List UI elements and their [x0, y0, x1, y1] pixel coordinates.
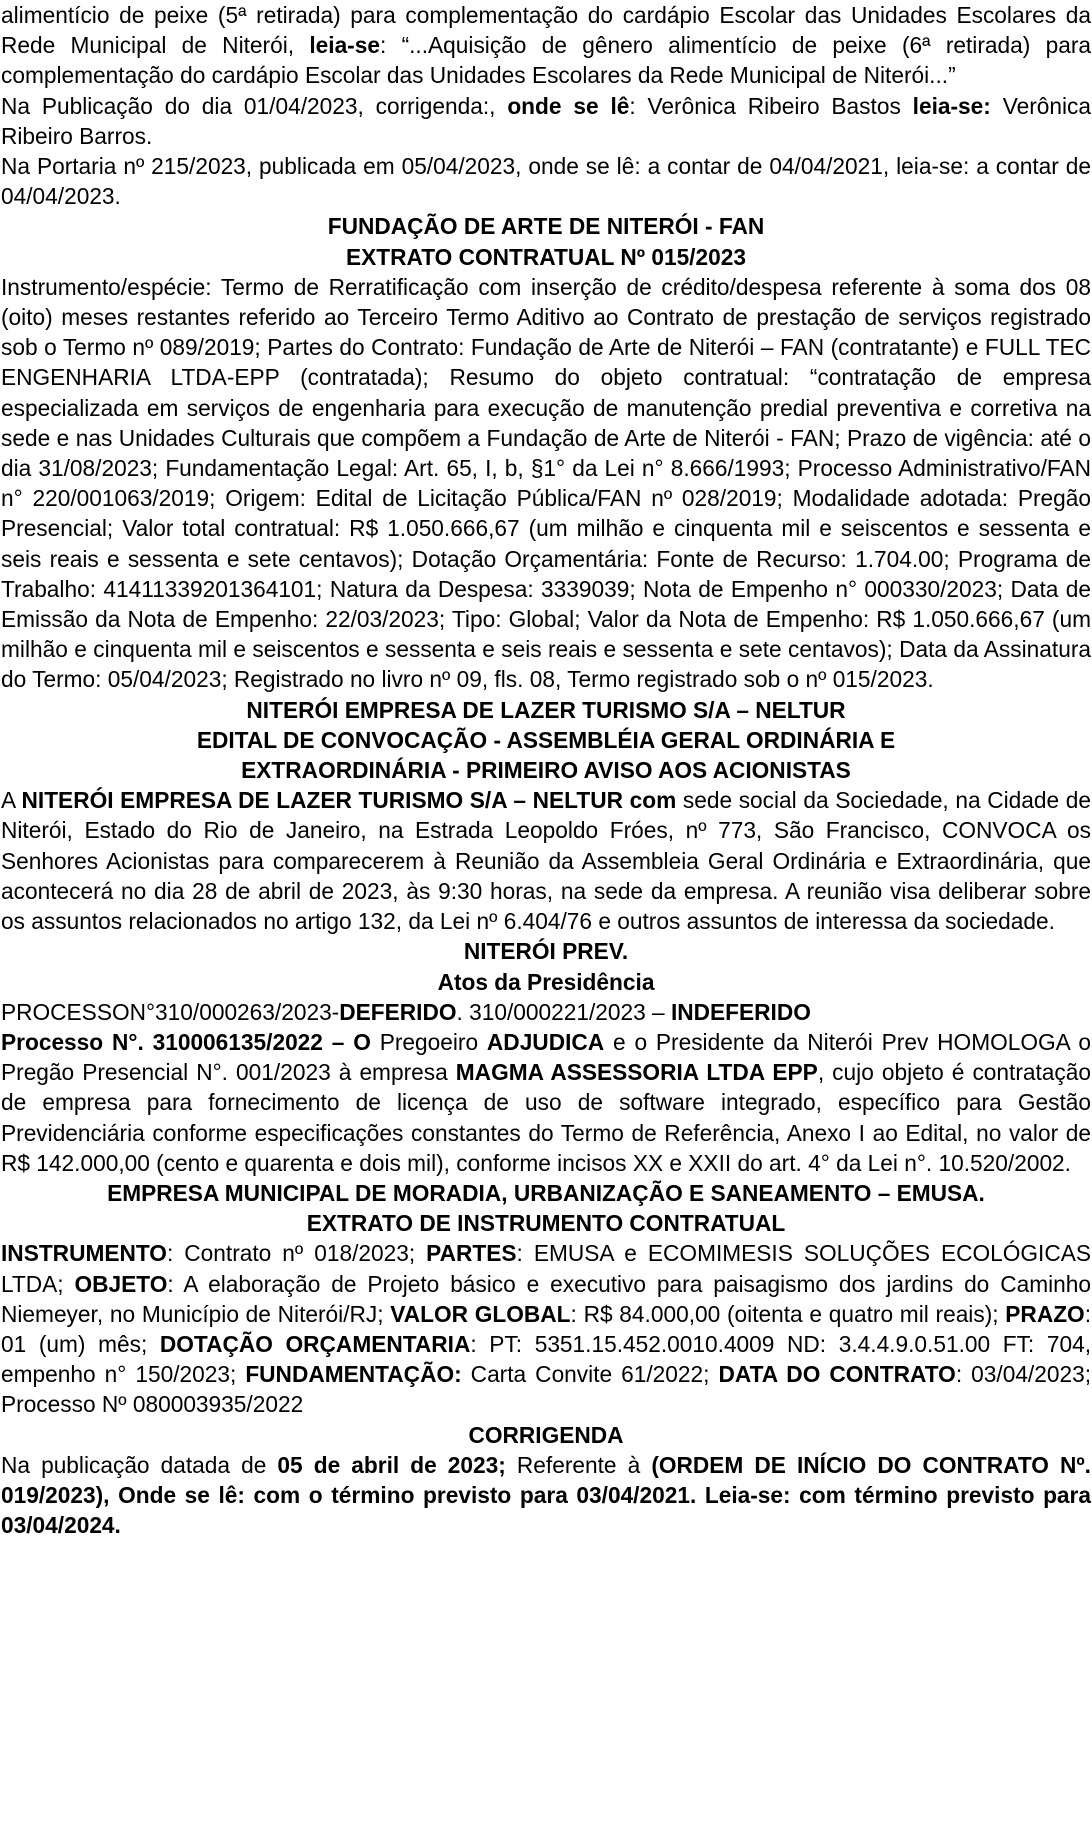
- errata-paragraph-2: [1, 91, 1091, 151]
- neltur-text: sede social da Sociedade, na Cidade de Niterói, Estado do Rio de Janeiro, na Estrada Leopoldo Fróes, nº 773, São Francisco, CONVOCA os Senhores Acionistas para comparecerem à Reunião da Assembleia Geral Ordinária e Extraordinária, que acontecerá no dia 28 de abril de 2023, às 9:30 horas, na sede da empresa. A reunião visa deliberar sobre os assuntos relacionados no artigo 132, da Lei nº 6.404/76 e outros assuntos de interessa da sociedade.: [1, 787, 1091, 935]
- prev-heading: NITERÓI PREV.: [463, 938, 629, 965]
- neltur-body: [1, 785, 1091, 936]
- corrigenda-heading: CORRIGENDA: [468, 1421, 624, 1448]
- prev-bold: ADJUDICA: [486, 1028, 605, 1055]
- errata-bold: leia-se:: [912, 92, 991, 119]
- errata-text: Na Publicação do dia 01/04/2023, corrigenda:,: [1, 92, 508, 119]
- emusa-value: : Contrato nº 018/2023;: [166, 1240, 427, 1267]
- emusa-value: : 03/04/2023; Processo Nº 080003935/2022: [1, 1361, 1092, 1418]
- emusa-key: FUNDAMENTAÇÃO:: [245, 1361, 462, 1388]
- prev-text: PROCESSON°310/000263/2023-: [1, 998, 340, 1025]
- emusa-value: : PT: 5351.15.452.0010.4009 ND: 3.4.4.9.0.51.00 FT: 704, empenho n° 150/2023;: [1, 1330, 1092, 1388]
- emusa-subheading: EXTRATO DE INSTRUMENTO CONTRATUAL: [306, 1210, 786, 1237]
- emusa-key: DATA DO CONTRATO: [718, 1361, 956, 1388]
- neltur-text: A: [1, 787, 22, 814]
- prev-text: , cujo objeto é contratação de empresa para fornecimento de licença de uso de software integrado, específico para Gestão Previdenciária conforme especificações constantes do Termo de Referência, Anexo I ao Edital, no valor de R$ 142.000,00 (cento e quarenta e dois mil), conforme incisos XX e XXII do art. 4° da Lei n°. 10.520/2002.: [1, 1059, 1092, 1176]
- prev-bold: INDEFERIDO: [670, 998, 811, 1025]
- emusa-heading: EMPRESA MUNICIPAL DE MORADIA, URBANIZAÇÃO E SANEAMENTO – EMUSA.: [107, 1179, 985, 1206]
- fan-body: Instrumento/espécie: Termo de Rerratificação com inserção de crédito/despesa referente à soma dos 08 (oito) meses restantes referido ao Terceiro Termo Aditivo ao Contrato de prestação de serviços registrado sob o Termo nº 089/2019; Partes do Contrato: Fundação de Arte de Niterói – FAN (contratante) e FULL TEC ENGENHARIA LTDA-EPP (contratada); Resumo do objeto contratual: “contratação de empresa especializada em serviços de engenharia para execução de manutenção predial preventiva e corretiva na sede e nas Unidades Culturais que compõem a Fundação de Arte de Niterói - FAN; Prazo de vigência: até o dia 31/08/2023; Fundamentação Legal: Art. 65, I, b, §1° da Lei n° 8.666/1993; Processo Administrativo/FAN n° 220/001063/2019; Origem: Edital de Licitação Pública/FAN nº 028/2019; Modalidade adotada: Pregão Presencial; Valor total contratual: R$ 1.050.666,67 (um milhão e cinquenta mil e seiscentos e sessenta e seis reais e sessenta e sete centavos); Dotação Orçamentária: Fonte de Recurso: 1.704.00; Programa de Trabalho: 41411339201364101; Natura da Despesa: 3339039; Nota de Empenho n° 000330/2023; Data de Emissão da Nota de Empenho: 22/03/2023; Tipo: Global; Valor da Nota de Empenho: R$ 1.050.666,67 (um milhão e cinquenta mil e seiscentos e sessenta e seis reais e sessenta e sete centavos); Data da Assinatura do Termo: 05/04/2023; Registrado no livro nº 09, fls. 08, Termo registrado sob o nº 015/2023.: [1, 273, 1091, 693]
- emusa-value: : A elaboração de Projeto básico e executivo para paisagismo dos jardins do Caminho Niemeyer, no Município de Niterói/RJ;: [1, 1270, 1091, 1327]
- emusa-value: : R$ 84.000,00 (oitenta e quatro mil reais);: [570, 1300, 1006, 1327]
- corrigenda-bold: (ORDEM DE INÍCIO DO CONTRATO Nº. 019/2023), Onde se lê: com o término previsto para 03/04/2021. Leia-se: com término previsto para 03/04/2024.: [1, 1451, 1091, 1539]
- corrigenda-text: Na publicação datada de: [1, 1451, 278, 1478]
- errata-text: alimentício de peixe (5ª retirada) para complementação do cardápio Escolar das Unidades Escolares da Rede Municipal de Niterói,: [1, 2, 1091, 59]
- prev-bold: MAGMA ASSESSORIA LTDA EPP: [455, 1059, 818, 1086]
- errata-text: : Verônica Ribeiro Bastos: [629, 92, 913, 119]
- errata-text: Verônica Ribeiro Barros.: [1, 92, 1092, 149]
- emusa-key: DOTAÇÃO ORÇAMENTARIA: [159, 1330, 471, 1357]
- prev-bold: Processo N°. 310006135/2022 – O: [1, 1028, 371, 1055]
- prev-bold: DEFERIDO: [339, 998, 457, 1025]
- errata-bold: onde se lê: [507, 92, 630, 119]
- prev-line-1: [1, 997, 1091, 1027]
- corrigenda-text: Referente à: [505, 1451, 652, 1478]
- prev-body: [1, 1027, 1091, 1178]
- prev-text: Pregoeiro: [370, 1028, 487, 1055]
- emusa-key: INSTRUMENTO: [1, 1240, 167, 1267]
- emusa-value: Carta Convite 61/2022;: [461, 1361, 719, 1388]
- errata-bold: leia-se: [309, 32, 380, 59]
- neltur-subheading-2: EXTRAORDINÁRIA - PRIMEIRO AVISO AOS ACIONISTAS: [241, 757, 851, 784]
- neltur-bold: NITERÓI EMPRESA DE LAZER TURISMO S/A – NELTUR com: [21, 787, 677, 814]
- emusa-value: : 01 (um) mês;: [1, 1300, 1092, 1357]
- prev-text: . 310/000221/2023 –: [456, 998, 671, 1025]
- neltur-subheading-1: EDITAL DE CONVOCAÇÃO - ASSEMBLÉIA GERAL ORDINÁRIA E: [196, 726, 896, 753]
- prev-text: e o Presidente da Niterói Prev HOMOLOGA o Pregão Presencial N°. 001/2023 à empresa: [1, 1028, 1091, 1086]
- errata-text: : “...Aquisição de gênero alimentício de peixe (6ª retirada) para complementação do cardápio Escolar das Unidades Escolares da Rede Municipal de Niterói...”: [1, 32, 1091, 89]
- errata-paragraph-3: Na Portaria nº 215/2023, publicada em 05/04/2023, onde se lê: a contar de 04/04/2021, leia-se: a contar de 04/04/2023.: [1, 153, 1091, 210]
- corrigenda-bold: 05 de abril de 2023;: [277, 1451, 506, 1478]
- emusa-key: VALOR GLOBAL: [390, 1300, 571, 1327]
- emusa-body: [1, 1238, 1091, 1419]
- emusa-key: OBJETO: [74, 1270, 168, 1297]
- neltur-heading: NITERÓI EMPRESA DE LAZER TURISMO S/A – NELTUR: [246, 696, 846, 723]
- emusa-key: PARTES: [426, 1240, 517, 1267]
- prev-subheading: Atos da Presidência: [437, 968, 655, 995]
- emusa-key: PRAZO: [1005, 1300, 1085, 1327]
- emusa-value: : EMUSA e ECOMIMESIS SOLUÇÕES ECOLÓGICAS LTDA;: [1, 1240, 1091, 1297]
- fan-subheading: EXTRATO CONTRATUAL Nº 015/2023: [346, 243, 746, 270]
- corrigenda-body: [1, 1450, 1091, 1541]
- fan-heading: FUNDAÇÃO DE ARTE DE NITERÓI - FAN: [327, 213, 765, 240]
- errata-paragraph-1: [1, 0, 1091, 91]
